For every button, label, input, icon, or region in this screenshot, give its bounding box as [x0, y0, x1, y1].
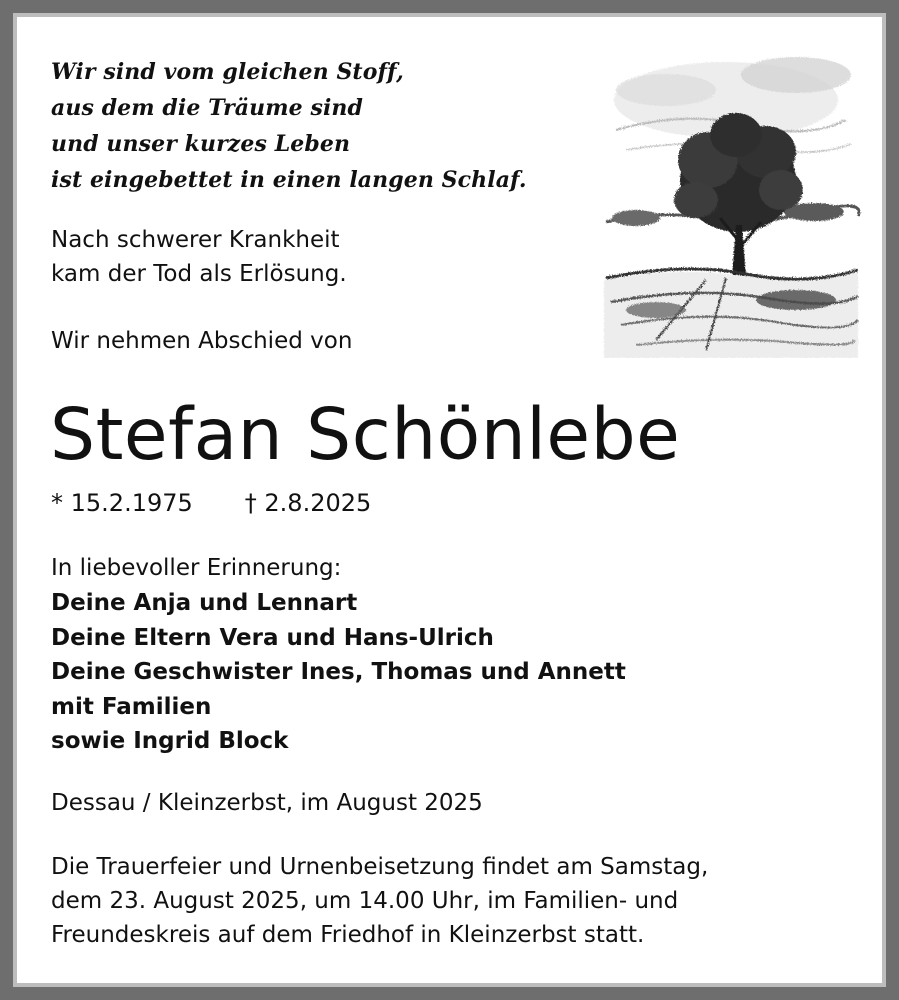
mourner-line: mit Familien [51, 693, 212, 720]
ceremony-line: dem 23. August 2025, um 14.00 Uhr, im Familien- und [51, 888, 679, 914]
intro-line: kam der Tod als Erlösung. [51, 261, 347, 287]
deceased-name: Stefan Schönlebe [50, 393, 681, 476]
mourner-line: Deine Geschwister Ines, Thomas und Annett [51, 659, 626, 685]
mourner-line: Deine Anja und Lennart [51, 590, 358, 616]
life-dates [51, 486, 371, 520]
intro-line: Nach schwerer Krankheit [51, 227, 340, 253]
poem-line: Wir sind vom gleichen Stoff, [51, 59, 404, 85]
place-date: Dessau / Kleinzerbst, im August 2025 [51, 790, 483, 816]
ceremony-line: Freundeskreis auf dem Friedhof in Kleinzerbst statt. [51, 922, 645, 948]
ceremony-line: Die Trauerfeier und Urnenbeisetzung findet am Samstag, [51, 854, 709, 880]
farewell-text: Wir nehmen Abschied von [51, 328, 353, 354]
poem [51, 54, 527, 198]
poem-line: ist eingebettet in einen langen Schlaf. [51, 167, 527, 193]
ceremony-info [51, 850, 708, 952]
intro-text [51, 223, 347, 291]
mourners-list [51, 586, 626, 759]
poem-line: aus dem die Träume sind [51, 95, 363, 121]
memory-label: In liebevoller Erinnerung: [51, 555, 342, 581]
mourner-line: sowie Ingrid Block [51, 728, 289, 754]
mourner-line: Deine Eltern Vera und Hans-Ulrich [51, 624, 494, 651]
tree-landscape-icon [596, 40, 864, 358]
death-date: † 2.8.2025 [244, 489, 372, 517]
poem-line: und unser kurzes Leben [51, 131, 351, 157]
birth-date: * 15.2.1975 [51, 489, 193, 517]
